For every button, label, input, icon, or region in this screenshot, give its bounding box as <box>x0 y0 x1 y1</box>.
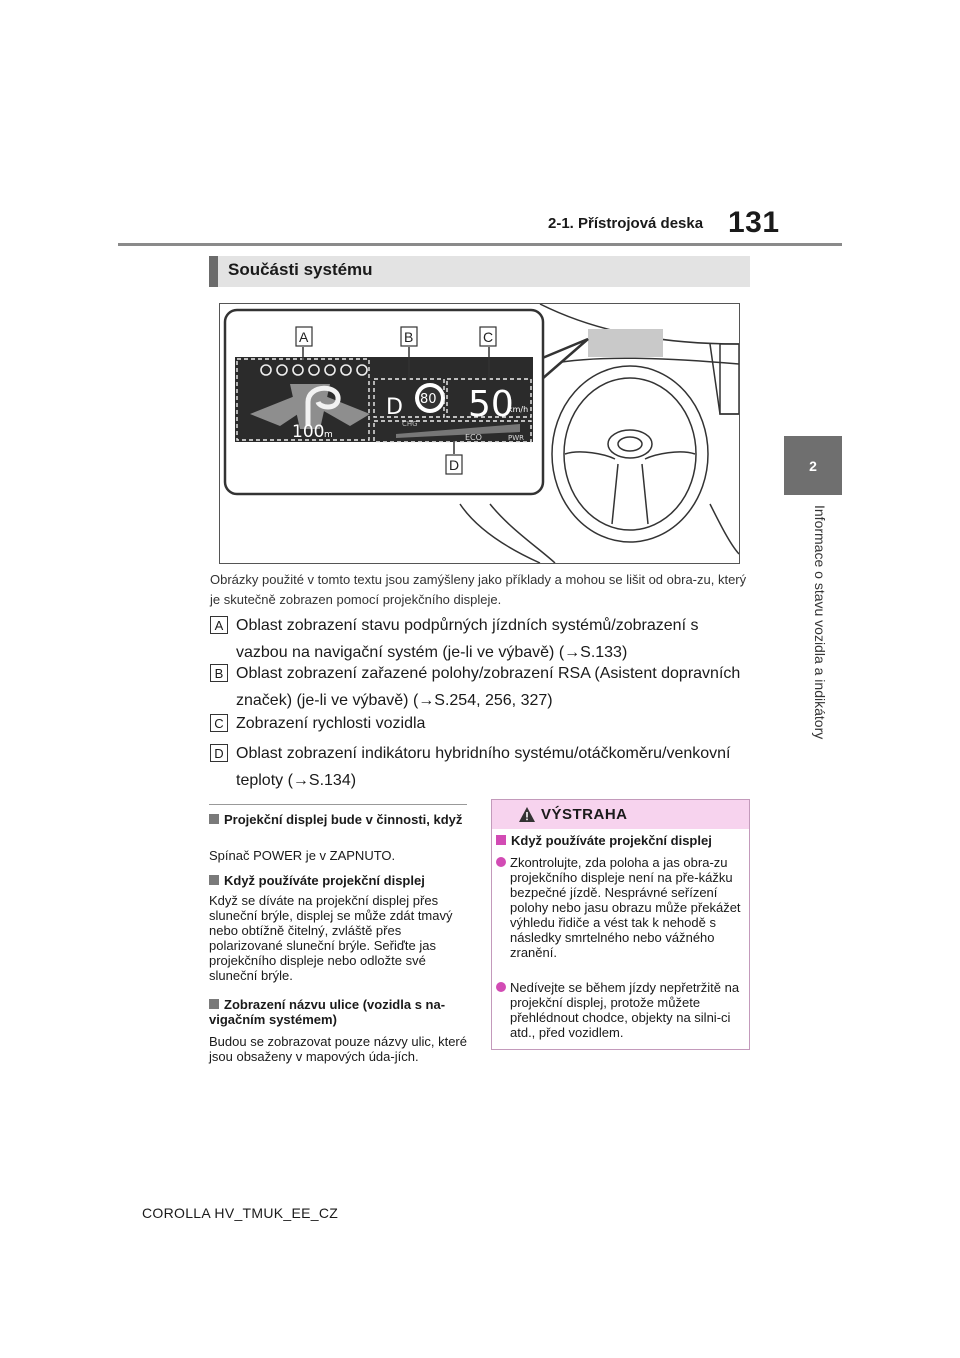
warning-bullet-1: Zkontrolujte, zda poloha a jas obra-zu projekčního displeje není na pře-kážku bezpečné jízdě. Nesprávné seřízení polohy nebo jasu obrazu může překážet výhledu řidiče a vést tak k nehodě s následky smrtelného nebo vážného zranění. <box>496 855 746 960</box>
running-header-section: 2-1. Přístrojová deska <box>548 215 704 232</box>
page-number: 131 <box>728 206 780 239</box>
bullet-dot-icon <box>496 857 506 867</box>
header-divider <box>118 243 842 246</box>
legend-item-d <box>210 740 750 794</box>
warning-triangle-icon <box>518 806 536 823</box>
legend-text-a: Oblast zobrazení stavu podpůrných jízdních systémů/zobrazení s vazbou na navigační systém (je-li ve výbavě) (→S.133) <box>236 617 699 661</box>
note-body-3: Budou se zobrazovat pouze názvy ulic, které jsou obsaženy v mapových úda-jích. <box>209 1034 467 1064</box>
section-heading <box>209 256 750 287</box>
hud-speed: 50 <box>468 384 514 425</box>
callout-a: A <box>299 329 309 345</box>
chapter-tab <box>784 436 842 495</box>
callout-c: C <box>483 329 494 345</box>
hud-illustration <box>219 303 740 564</box>
warning-title: VÝSTRAHA <box>541 806 628 823</box>
hud-label-pwr: PWR <box>508 434 525 442</box>
hud-speed-limit: 80 <box>420 392 437 407</box>
warning-header <box>492 800 749 829</box>
hud-speed-unit: km/h <box>508 405 529 414</box>
note-heading-3: Zobrazení názvu ulice (vozidla s na-vigačním systémem) <box>209 997 446 1027</box>
callout-d: D <box>449 457 460 473</box>
square-bullet-icon <box>496 835 506 845</box>
bullet-dot-icon <box>496 982 506 992</box>
note-heading-1: Projekční displej bude v činnosti, když <box>209 812 471 827</box>
hud-distance: 100 <box>292 422 325 442</box>
chapter-number: 2 <box>809 457 817 474</box>
legend-badge-c: C <box>210 714 228 732</box>
warning-subheading: Když používáte projekční displej <box>496 833 746 848</box>
legend-item-a <box>210 612 750 666</box>
square-bullet-icon <box>209 999 219 1009</box>
square-bullet-icon <box>209 814 219 824</box>
hud-illustration-drawing <box>220 304 739 563</box>
illustration-caption: Obrázky použité v tomto textu jsou zamýšleny jako příklady a mohou se lišit od obra-zu, který je skutečně zobrazen pomocí projekčního displeje. <box>210 572 747 607</box>
notes-divider <box>209 804 467 805</box>
legend-text-b: Oblast zobrazení zařazené polohy/zobrazení RSA (Asistent dopravních značek) (je-li ve výbavě) (→S.254, 256, 327) <box>236 665 741 709</box>
section-title: Součásti systému <box>228 260 373 279</box>
legend-badge-b: B <box>210 664 228 682</box>
square-bullet-icon <box>209 875 219 885</box>
hud-label-eco: ECO <box>465 433 482 442</box>
hud-distance-unit: m <box>324 430 333 440</box>
note-body-1: Spínač POWER je v ZAPNUTO. <box>209 848 396 863</box>
warning-bullet-2: Nedívejte se během jízdy nepřetržitě na projekční displej, protože můžete přehlédnout chodce, objekty na silni-ci atd., před vozidlem. <box>496 980 746 1040</box>
legend-badge-d: D <box>210 744 228 762</box>
legend-text-c: Zobrazení rychlosti vozidla <box>236 715 426 732</box>
note-heading-2: Když používáte projekční displej <box>209 873 471 888</box>
note-body-2: Když se díváte na projekční displej přes sluneční brýle, displej se může zdát tmavý nebo obtížně čitelný, zvláště přes polarizované sluneční brýle. Seřiďte jas projekčního displeje nebo odložte své sluneční brýle. <box>209 893 453 983</box>
footer-model-code: COROLLA HV_TMUK_EE_CZ <box>142 1205 339 1221</box>
warning-box <box>491 799 750 1050</box>
legend-text-d: Oblast zobrazení indikátoru hybridního systému/otáčkoměru/venkovní teploty (→S.134) <box>236 745 731 789</box>
legend-badge-a: A <box>210 616 228 634</box>
hud-label-chg: CHG <box>402 420 418 428</box>
callout-b: B <box>404 329 414 345</box>
legend-item-b <box>210 660 750 714</box>
chapter-label: Informace o stavu vozidla a indikátory <box>812 505 828 740</box>
hud-gear: D <box>386 395 403 420</box>
legend-item-c <box>210 710 750 737</box>
